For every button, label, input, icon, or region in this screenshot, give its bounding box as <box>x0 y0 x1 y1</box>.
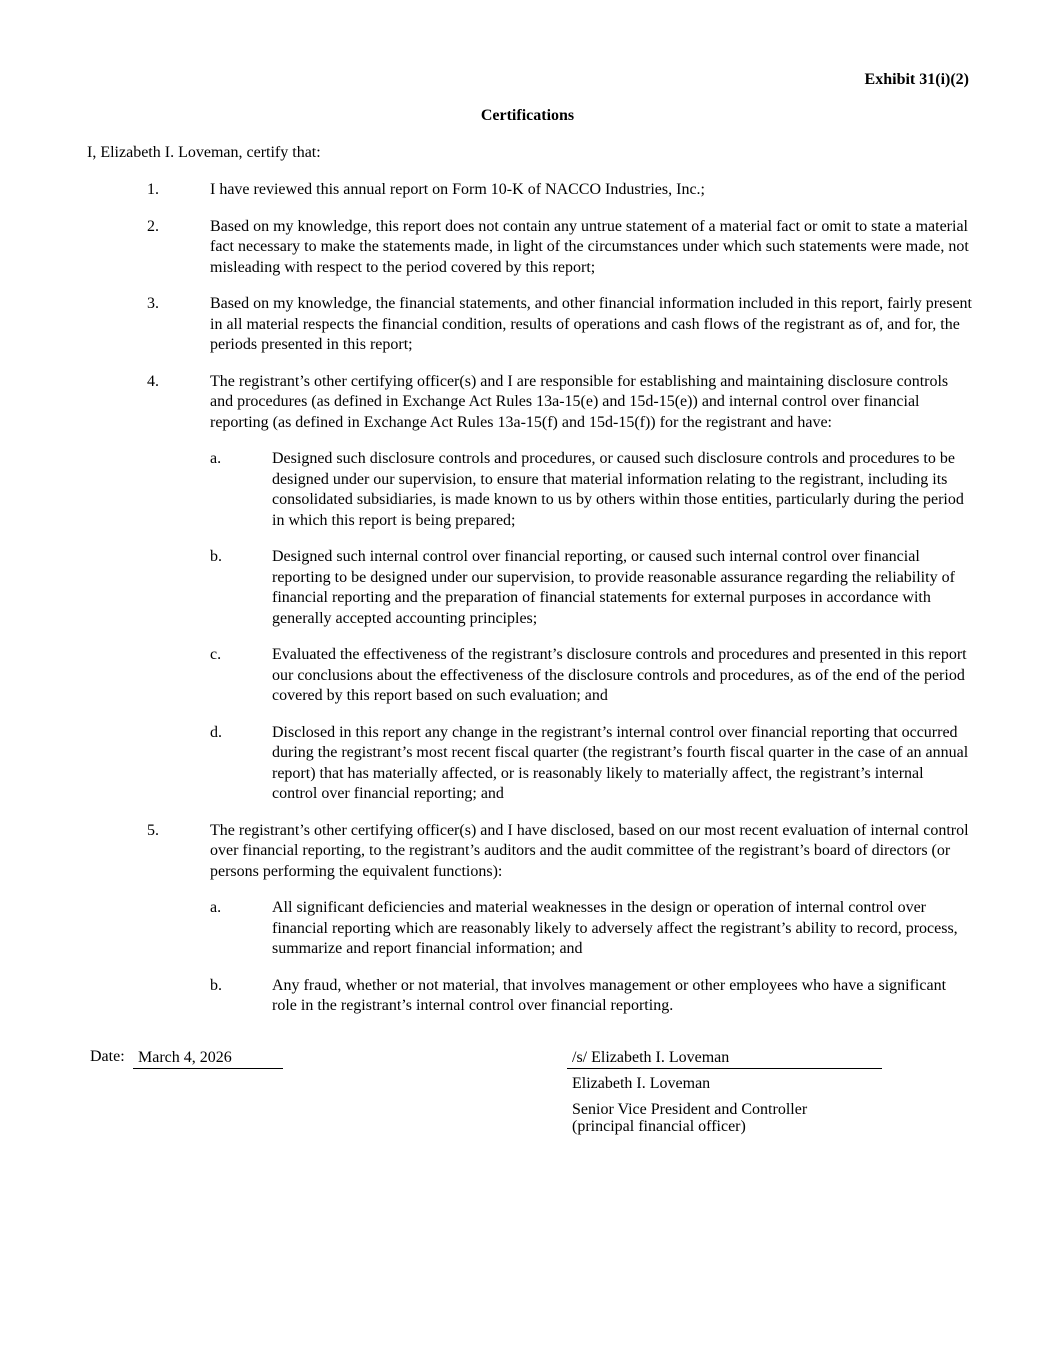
date-label: Date: <box>90 1048 125 1065</box>
certification-item <box>87 821 972 883</box>
subitem-letter: b. <box>210 976 222 994</box>
date-value: March 4, 2026 <box>133 1049 283 1069</box>
exhibit-label: Exhibit 31(i)(2) <box>864 71 969 88</box>
certification-item <box>87 217 972 279</box>
subitem-text: Any fraud, whether or not material, that involves management or other employees who have a significant role in the registrant’s internal control over financial reporting. <box>272 976 947 1014</box>
signer-title <box>572 1101 807 1135</box>
subitem-text: All significant deficiencies and material weaknesses in the design or operation of internal control over financial reporting which are reasonably likely to adversely affect the registrant’s ability to record, process, summarize and report financial information; and <box>272 899 958 957</box>
certification-subitem <box>87 723 972 805</box>
certification-subitem <box>87 976 972 1017</box>
item-text: Based on my knowledge, this report does not contain any untrue statement of a material fact or omit to state a material fact necessary to make the statements made, in light of the circumstances under which such statements were made, not misleading with respect to the period covered by this report; <box>210 217 969 276</box>
signature-line: /s/ Elizabeth I. Loveman <box>567 1049 882 1069</box>
subitem-letter: b. <box>210 548 222 565</box>
item-text: I have reviewed this annual report on Form 10-K of NACCO Industries, Inc.; <box>210 181 705 198</box>
intro-statement: I, Elizabeth I. Loveman, certify that: <box>87 144 321 161</box>
certification-subitem <box>87 898 972 960</box>
subitem-letter: c. <box>210 646 222 663</box>
item-text: Based on my knowledge, the financial statements, and other financial information included in this report, fairly present in all material respects the financial condition, results of operations and cash flows of the registrant as of, and for, the periods presented in this report; <box>210 295 972 353</box>
subitem-text: Designed such disclosure controls and procedures, or caused such disclosure controls and procedures to be designed under our supervision, to ensure that material information relating to the registrant, including its consolidated subsidiaries, is made known to us by others within those entities, particularly during the period in which this report is being prepared; <box>272 450 964 529</box>
signer-name: Elizabeth I. Loveman <box>572 1075 711 1092</box>
item-text: The registrant’s other certifying officer(s) and I are responsible for establishing and maintaining disclosure controls and procedures (as defined in Exchange Act Rules 13a-15(e) and 15d-15(e)) and internal control over financial reporting (as defined in Exchange Act Rules 13a-15(f) and 15d-15(f)) for the registrant and have: <box>210 372 949 431</box>
subitem-text: Disclosed in this report any change in the registrant’s internal control over financial reporting that occurred during the registrant’s most recent fiscal quarter (the registrant’s fourth fiscal quarter in the case of an annual report) that has materially affected, or is reasonably likely to materially affect, the registrant’s internal control over financial reporting; and <box>272 723 969 802</box>
certification-list <box>87 180 972 1033</box>
item-number: 3. <box>147 295 159 312</box>
certification-item <box>87 294 972 356</box>
item-number: 4. <box>147 372 159 390</box>
subitem-text: Designed such internal control over financial reporting, or caused such internal control over financial reporting to be designed under our supervision, to provide reasonable assurance regarding the reliability of financial reporting and the preparation of financial statements for external purposes in accordance with generally accepted accounting principles; <box>272 548 955 627</box>
certification-item <box>87 180 972 201</box>
certification-item <box>87 372 972 434</box>
certification-subitem <box>87 547 972 629</box>
certification-subitem <box>87 645 972 707</box>
subitem-text: Evaluated the effectiveness of the registrant’s disclosure controls and procedures and presented in this report our conclusions about the effectiveness of the disclosure controls and procedures, as of the end of the period covered by this report based on such evaluation; and <box>272 646 967 704</box>
item-number: 5. <box>147 821 159 839</box>
certification-subitem <box>87 449 972 531</box>
subitem-letter: a. <box>210 899 222 916</box>
signer-title-line: Senior Vice President and Controller <box>572 1101 808 1118</box>
signer-title-line: (principal financial officer) <box>572 1118 746 1135</box>
item-number: 2. <box>147 217 159 235</box>
item-number: 1. <box>147 181 159 198</box>
subitem-letter: d. <box>210 723 222 741</box>
item-text: The registrant’s other certifying officer(s) and I have disclosed, based on our most recent evaluation of internal control over financial reporting, to the registrant’s auditors and the audit committee of the registrant’s board of directors (or persons performing the equivalent functions): <box>210 821 969 880</box>
subitem-letter: a. <box>210 450 222 467</box>
document-title: Certifications <box>480 107 575 124</box>
